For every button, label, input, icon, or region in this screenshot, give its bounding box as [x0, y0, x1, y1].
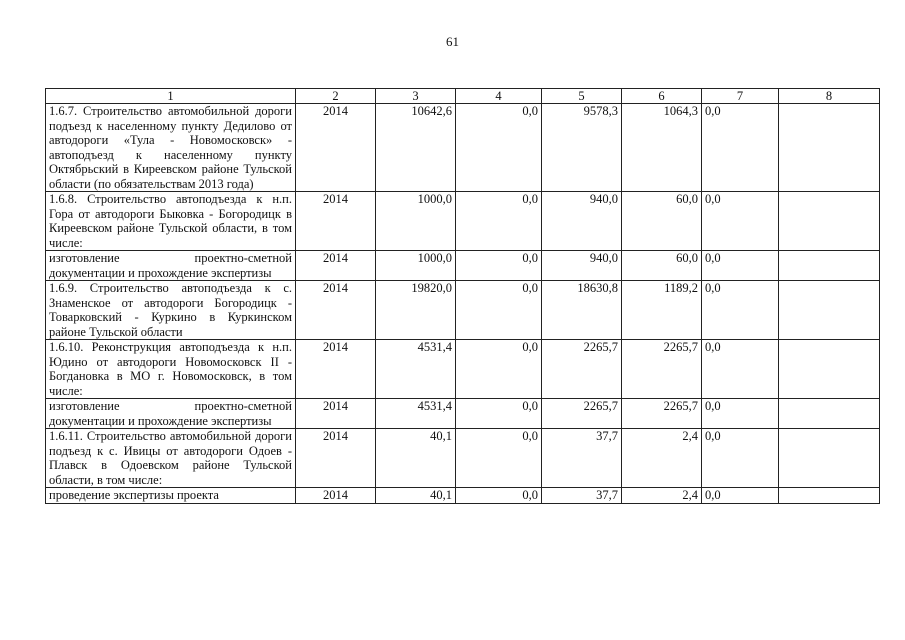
table-row: [46, 281, 880, 340]
value-cell-3: 1000,0: [376, 251, 456, 281]
value-cell-8: [779, 429, 880, 488]
value-cell-3: 4531,4: [376, 399, 456, 429]
value-cell-3: 40,1: [376, 488, 456, 504]
year-cell: 2014: [296, 251, 376, 281]
value-cell-3: 1000,0: [376, 192, 456, 251]
value-cell-5: 37,7: [542, 488, 622, 504]
value-cell-6: 2265,7: [622, 399, 702, 429]
value-cell-8: [779, 399, 880, 429]
year-cell: 2014: [296, 281, 376, 340]
value-cell-7: 0,0: [702, 399, 779, 429]
value-cell-5: 9578,3: [542, 104, 622, 192]
table-row: [46, 192, 880, 251]
table-row: [46, 488, 880, 504]
table-row: [46, 104, 880, 192]
value-cell-6: 60,0: [622, 251, 702, 281]
value-cell-5: 18630,8: [542, 281, 622, 340]
value-cell-3: 40,1: [376, 429, 456, 488]
value-cell-8: [779, 251, 880, 281]
header-row: [46, 89, 880, 104]
header-cell: 6: [622, 89, 702, 104]
description-cell: 1.6.10. Реконструкция автоподъезда к н.п. Юдино от автодороги Новомосковск II - Богдановка в МО г. Новомосковск, в том числе:: [46, 340, 296, 399]
value-cell-5: 940,0: [542, 251, 622, 281]
table-row: [46, 429, 880, 488]
header-cell: 1: [46, 89, 296, 104]
value-cell-4: 0,0: [456, 104, 542, 192]
value-cell-5: 940,0: [542, 192, 622, 251]
value-cell-8: [779, 340, 880, 399]
value-cell-6: 2,4: [622, 429, 702, 488]
year-cell: 2014: [296, 429, 376, 488]
year-cell: 2014: [296, 488, 376, 504]
value-cell-4: 0,0: [456, 281, 542, 340]
value-cell-6: 60,0: [622, 192, 702, 251]
value-cell-6: 2,4: [622, 488, 702, 504]
description-cell: изготовление проектно-сметной документации и прохождение экспертизы: [46, 399, 296, 429]
value-cell-7: 0,0: [702, 104, 779, 192]
header-cell: 5: [542, 89, 622, 104]
description-cell: 1.6.8. Строительство автоподъезда к н.п. Гора от автодороги Быковка - Богородицк в Киреевском районе Тульской области, в том числе:: [46, 192, 296, 251]
year-cell: 2014: [296, 192, 376, 251]
value-cell-3: 19820,0: [376, 281, 456, 340]
value-cell-4: 0,0: [456, 340, 542, 399]
table-row: [46, 340, 880, 399]
value-cell-5: 2265,7: [542, 340, 622, 399]
header-cell: 2: [296, 89, 376, 104]
table-row: [46, 251, 880, 281]
value-cell-6: 1064,3: [622, 104, 702, 192]
value-cell-7: 0,0: [702, 251, 779, 281]
value-cell-5: 2265,7: [542, 399, 622, 429]
value-cell-3: 10642,6: [376, 104, 456, 192]
value-cell-7: 0,0: [702, 340, 779, 399]
description-cell: 1.6.7. Строительство автомобильной дороги подъезд к населенному пункту Дедилово от автодороги «Тула - Новомосковск» - автоподъезд к населенному пункту Октябрьский в Киреевском районе Тульской области (по обязательствам 2013 года): [46, 104, 296, 192]
value-cell-4: 0,0: [456, 251, 542, 281]
description-cell: изготовление проектно-сметной документации и прохождение экспертизы: [46, 251, 296, 281]
description-cell: проведение экспертизы проекта: [46, 488, 296, 504]
description-cell: 1.6.9. Строительство автоподъезда к с. Знаменское от автодороги Богородицк - Товарковский - Куркино в Куркинском районе Тульской области: [46, 281, 296, 340]
value-cell-7: 0,0: [702, 281, 779, 340]
value-cell-7: 0,0: [702, 488, 779, 504]
value-cell-7: 0,0: [702, 429, 779, 488]
value-cell-6: 1189,2: [622, 281, 702, 340]
year-cell: 2014: [296, 104, 376, 192]
value-cell-5: 37,7: [542, 429, 622, 488]
value-cell-7: 0,0: [702, 192, 779, 251]
header-cell: 7: [702, 89, 779, 104]
year-cell: 2014: [296, 399, 376, 429]
value-cell-4: 0,0: [456, 399, 542, 429]
value-cell-8: [779, 192, 880, 251]
value-cell-4: 0,0: [456, 192, 542, 251]
header-cell: 4: [456, 89, 542, 104]
page-number: 61: [446, 34, 459, 49]
value-cell-6: 2265,7: [622, 340, 702, 399]
description-cell: 1.6.11. Строительство автомобильной дороги подъезд к с. Ивицы от автодороги Одоев - Плавск в Одоевском районе Тульской области, в том числе:: [46, 429, 296, 488]
value-cell-8: [779, 488, 880, 504]
header-cell: 3: [376, 89, 456, 104]
budget-table: [45, 88, 880, 504]
table-row: [46, 399, 880, 429]
value-cell-8: [779, 104, 880, 192]
value-cell-3: 4531,4: [376, 340, 456, 399]
year-cell: 2014: [296, 340, 376, 399]
value-cell-4: 0,0: [456, 488, 542, 504]
value-cell-8: [779, 281, 880, 340]
header-cell: 8: [779, 89, 880, 104]
value-cell-4: 0,0: [456, 429, 542, 488]
